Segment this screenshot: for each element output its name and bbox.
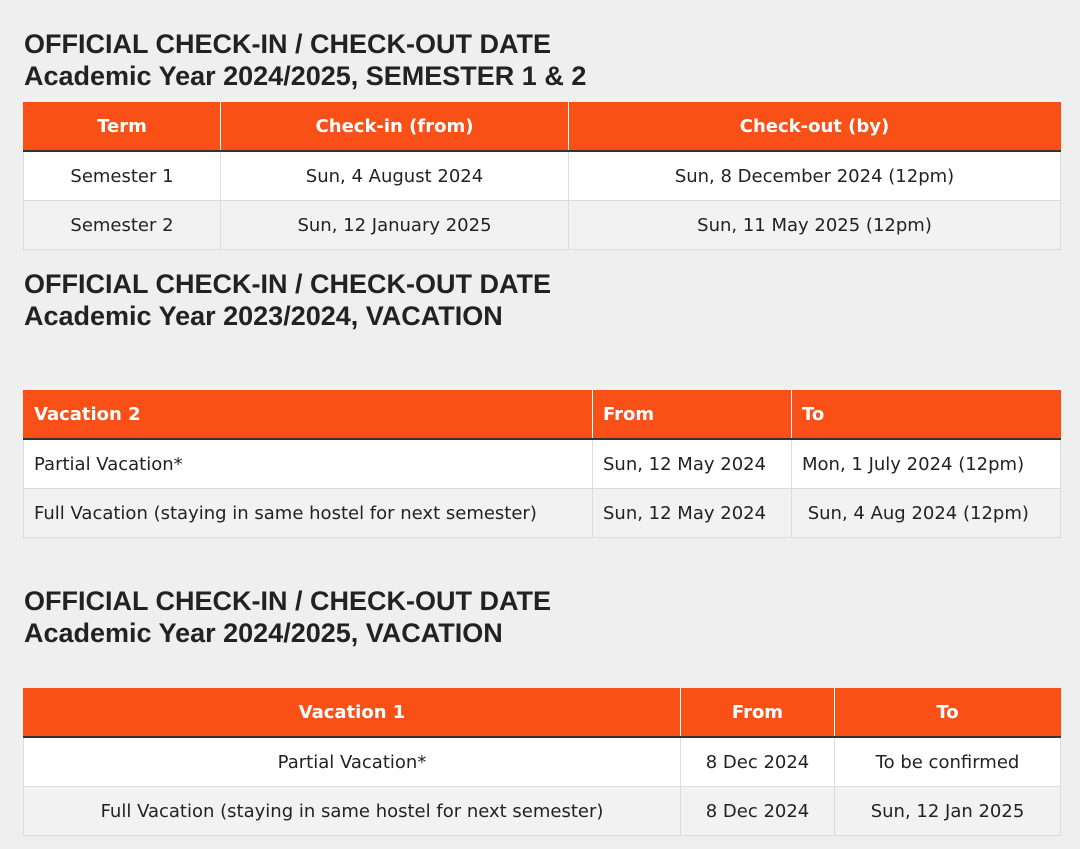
column-header-check-out: Check-out (by) [569,102,1061,151]
title-line-2: Academic Year 2023/2024, VACATION [24,301,503,331]
column-header-vacation: Vacation 2 [24,390,593,439]
table-cell: Full Vacation (staying in same hostel for next semester) [24,787,681,836]
table-cell: Sun, 11 May 2025 (12pm) [569,201,1061,250]
column-header-to: To [792,390,1061,439]
column-header-check-in: Check-in (from) [221,102,569,151]
table-row [24,201,1061,250]
title-line-1: OFFICIAL CHECK-IN / CHECK-OUT DATE [24,269,551,299]
table-row [24,151,1061,201]
table-cell: Mon, 1 July 2024 (12pm) [792,439,1061,489]
table-cell: 8 Dec 2024 [681,787,835,836]
table-cell: Sun, 12 Jan 2025 [835,787,1061,836]
column-header-vacation: Vacation 1 [24,688,681,737]
table-cell: Sun, 12 May 2024 [593,489,792,538]
table-cell: To be confirmed [835,737,1061,787]
table-row [24,787,1061,836]
table-row [24,439,1061,489]
section-title-vacation-2023 [24,268,551,332]
table-cell: Partial Vacation* [24,439,593,489]
table-row [24,737,1061,787]
table-row [24,489,1061,538]
section-title-vacation-2024 [24,585,551,649]
title-line-1: OFFICIAL CHECK-IN / CHECK-OUT DATE [24,586,551,616]
table-cell: Semester 2 [24,201,221,250]
table-cell: Sun, 4 August 2024 [221,151,569,201]
vacation-2023-schedule-table [23,390,1061,538]
title-line-1: OFFICIAL CHECK-IN / CHECK-OUT DATE [24,29,551,59]
table-cell: Sun, 8 December 2024 (12pm) [569,151,1061,201]
title-line-2: Academic Year 2024/2025, VACATION [24,618,503,648]
table-cell: Sun, 4 Aug 2024 (12pm) [792,489,1061,538]
table-cell: Semester 1 [24,151,221,201]
table-cell: 8 Dec 2024 [681,737,835,787]
column-header-to: To [835,688,1061,737]
table-cell: Full Vacation (staying in same hostel for next semester) [24,489,593,538]
table-header-row [24,102,1061,151]
table-cell: Sun, 12 January 2025 [221,201,569,250]
table-header-row [24,688,1061,737]
semester-schedule-table [23,102,1061,250]
column-header-from: From [593,390,792,439]
section-title-semester [24,28,586,92]
title-line-2: Academic Year 2024/2025, SEMESTER 1 & 2 [24,61,587,91]
table-cell: Partial Vacation* [24,737,681,787]
column-header-term: Term [24,102,221,151]
column-header-from: From [681,688,835,737]
table-header-row [24,390,1061,439]
table-cell: Sun, 12 May 2024 [593,439,792,489]
vacation-2024-schedule-table [23,688,1061,836]
